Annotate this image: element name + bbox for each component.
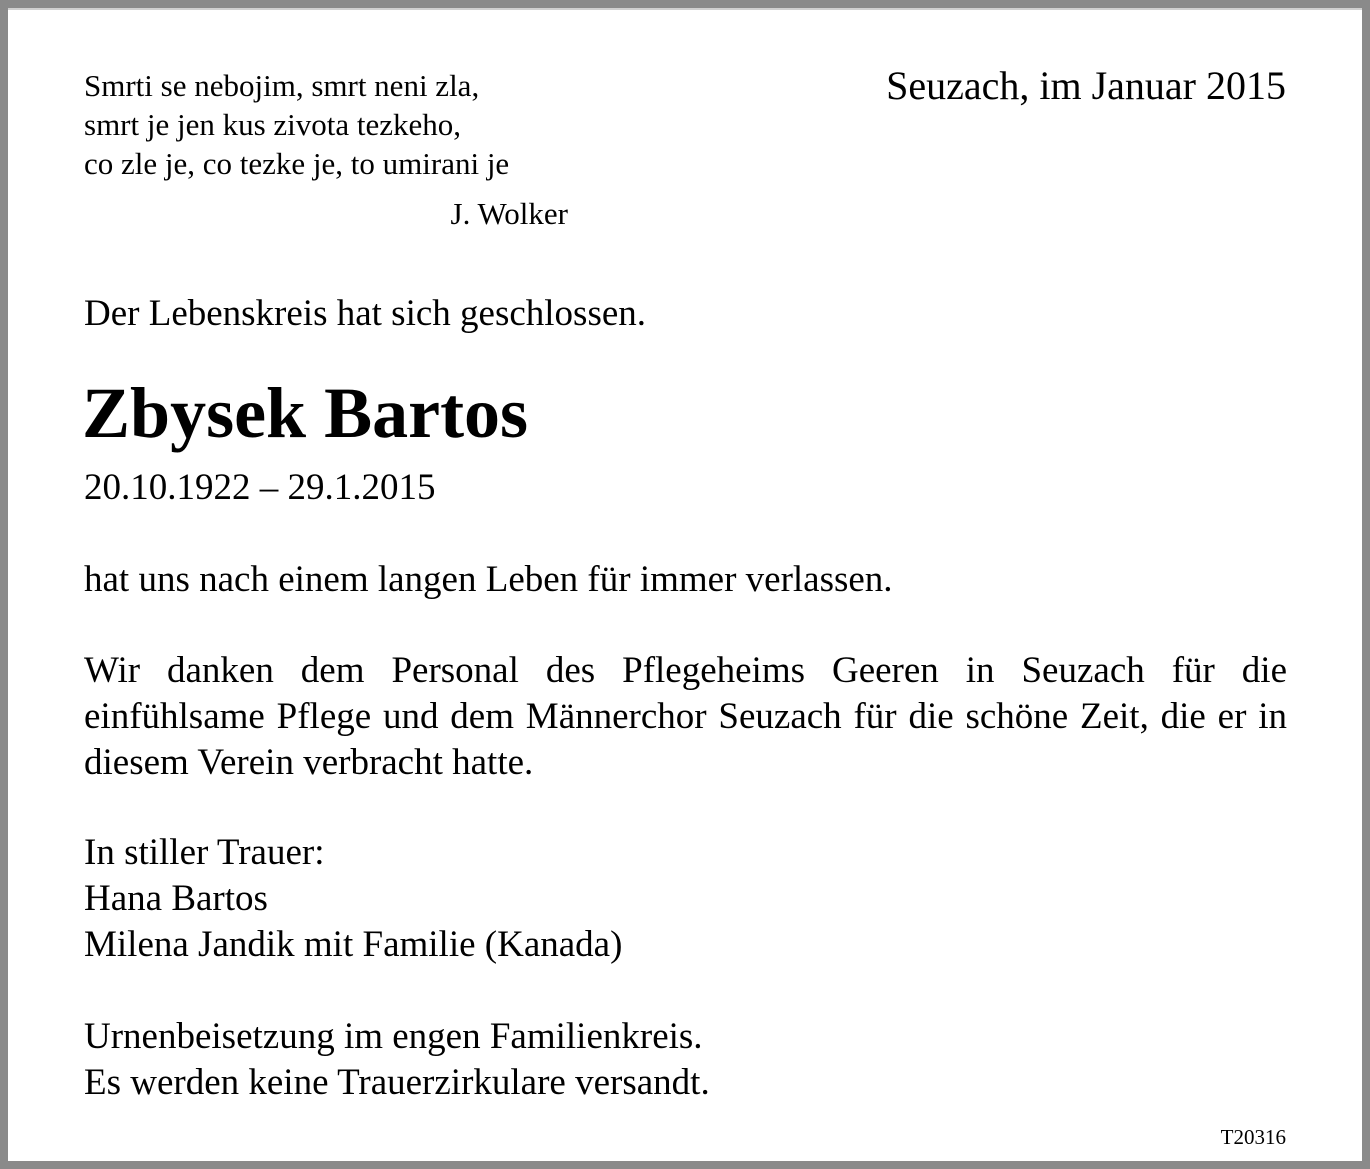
- place-date: Seuzach, im Januar 2015: [886, 63, 1286, 108]
- reference-code: T20316: [1220, 1125, 1286, 1149]
- mourner-name: Milena Jandik mit Familie (Kanada): [84, 924, 623, 965]
- mourners-block: [84, 830, 1287, 968]
- funeral-line: Urnenbeisetzung im engen Familienkreis.: [84, 1016, 703, 1057]
- poem-line: co zle je, co tezke je, to umirani je: [84, 146, 510, 181]
- intro-text: Der Lebenskreis hat sich geschlossen.: [84, 293, 647, 334]
- deceased-name: Zbysek Bartos: [82, 373, 529, 453]
- poem-line: Smrti se nebojim, smrt neni zla,: [84, 68, 480, 103]
- farewell-text: hat uns nach einem langen Leben für immer verlassen.: [84, 559, 893, 600]
- thanks-paragraph: Wir danken dem Personal des Pflegeheims Geeren in Seuzach für die einfühlsame Pflege und dem Männerchor Seuzach für die schöne Zeit, die er in diesem Verein verbracht hatte.: [84, 650, 1287, 783]
- poem-line: smrt je jen kus zivota tezkeho,: [84, 107, 462, 142]
- funeral-notice: [84, 1014, 1287, 1106]
- mourners-heading: In stiller Trauer:: [84, 832, 325, 873]
- poem-block: [84, 66, 574, 233]
- mourner-name: Hana Bartos: [84, 878, 268, 919]
- frame-shadow: [8, 8, 1362, 10]
- poem-author: J. Wolker: [450, 196, 568, 231]
- funeral-line: Es werden keine Trauerzirkulare versandt.: [84, 1062, 710, 1103]
- life-dates: 20.10.1922 – 29.1.2015: [84, 467, 436, 508]
